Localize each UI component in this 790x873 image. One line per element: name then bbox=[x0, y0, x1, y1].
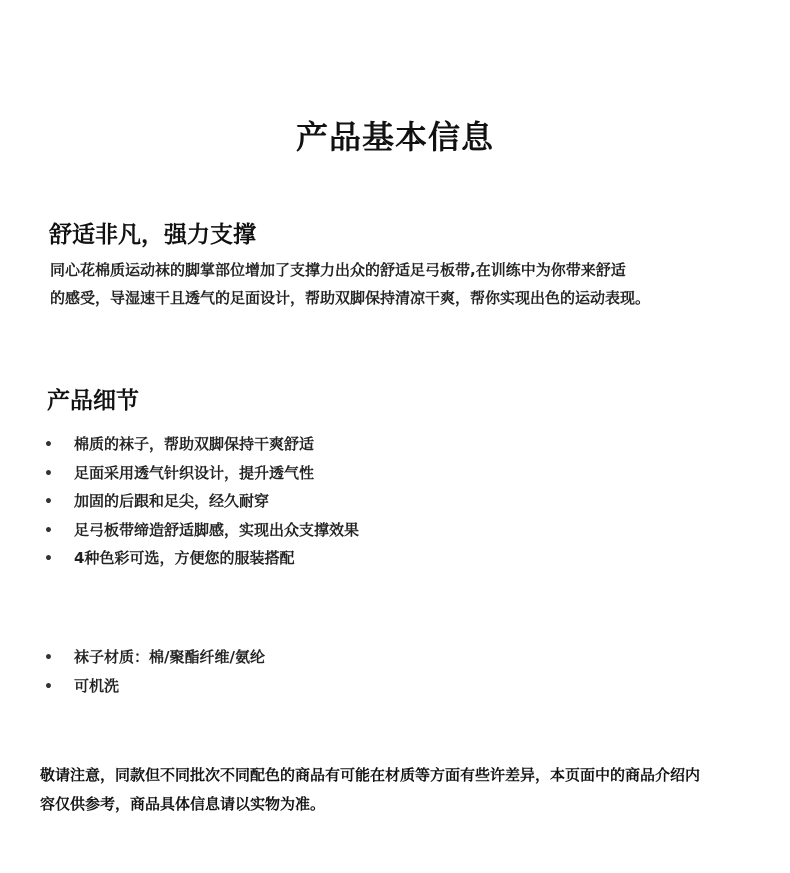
list-item-text: 可机洗 bbox=[74, 676, 120, 695]
bullet-icon: • bbox=[44, 650, 53, 666]
list-item-text: 4种色彩可选，方便您的服装搭配 bbox=[74, 549, 295, 567]
bullet-icon: • bbox=[44, 522, 53, 539]
bullet-icon: • bbox=[44, 494, 53, 510]
list-item bbox=[44, 516, 359, 545]
list-item-text: 棉质的袜子，帮助双脚保持干爽舒适 bbox=[74, 435, 315, 453]
details-list bbox=[44, 430, 359, 573]
feature-description-line: 的感受，导湿速干且透气的足面设计，帮助双脚保持清凉干爽，帮你实现出色的运动表现。 bbox=[50, 289, 651, 307]
list-item-text: 足面采用透气针织设计，提升透气性 bbox=[74, 463, 315, 482]
bullet-icon: • bbox=[44, 437, 53, 453]
bullet-icon: • bbox=[44, 678, 53, 695]
feature-heading: 舒适非凡，强力支撑 bbox=[49, 222, 256, 248]
notice-text bbox=[40, 761, 770, 819]
notice-line: 敬请注意，同款但不同批次不同配色的商品有可能在材质等方面有些许差异，本页面中的商品介绍内 bbox=[40, 766, 701, 784]
materials-list bbox=[44, 643, 265, 700]
list-item bbox=[44, 487, 359, 516]
notice-line: 容仅供参考，商品具体信息请以实物为准。 bbox=[40, 795, 326, 813]
list-item-text: 加固的后跟和足尖，经久耐穿 bbox=[74, 492, 270, 510]
page-title: 产品基本信息 bbox=[295, 118, 494, 156]
feature-description bbox=[50, 256, 750, 312]
list-item bbox=[44, 672, 265, 701]
feature-description-line: 同心花棉质运动袜的脚掌部位增加了支撑力出众的舒适足弓板带,在训练中为你带来舒适 bbox=[50, 261, 626, 279]
list-item-text: 袜子材质：棉/聚酯纤维/氨纶 bbox=[74, 648, 265, 666]
list-item bbox=[44, 430, 359, 459]
list-item bbox=[44, 544, 359, 573]
bullet-icon: • bbox=[44, 551, 53, 567]
bullet-icon: • bbox=[44, 465, 53, 482]
details-heading: 产品细节 bbox=[47, 388, 139, 414]
list-item bbox=[44, 643, 265, 672]
list-item-text: 足弓板带缔造舒适脚感，实现出众支撑效果 bbox=[74, 520, 360, 539]
list-item bbox=[44, 459, 359, 488]
